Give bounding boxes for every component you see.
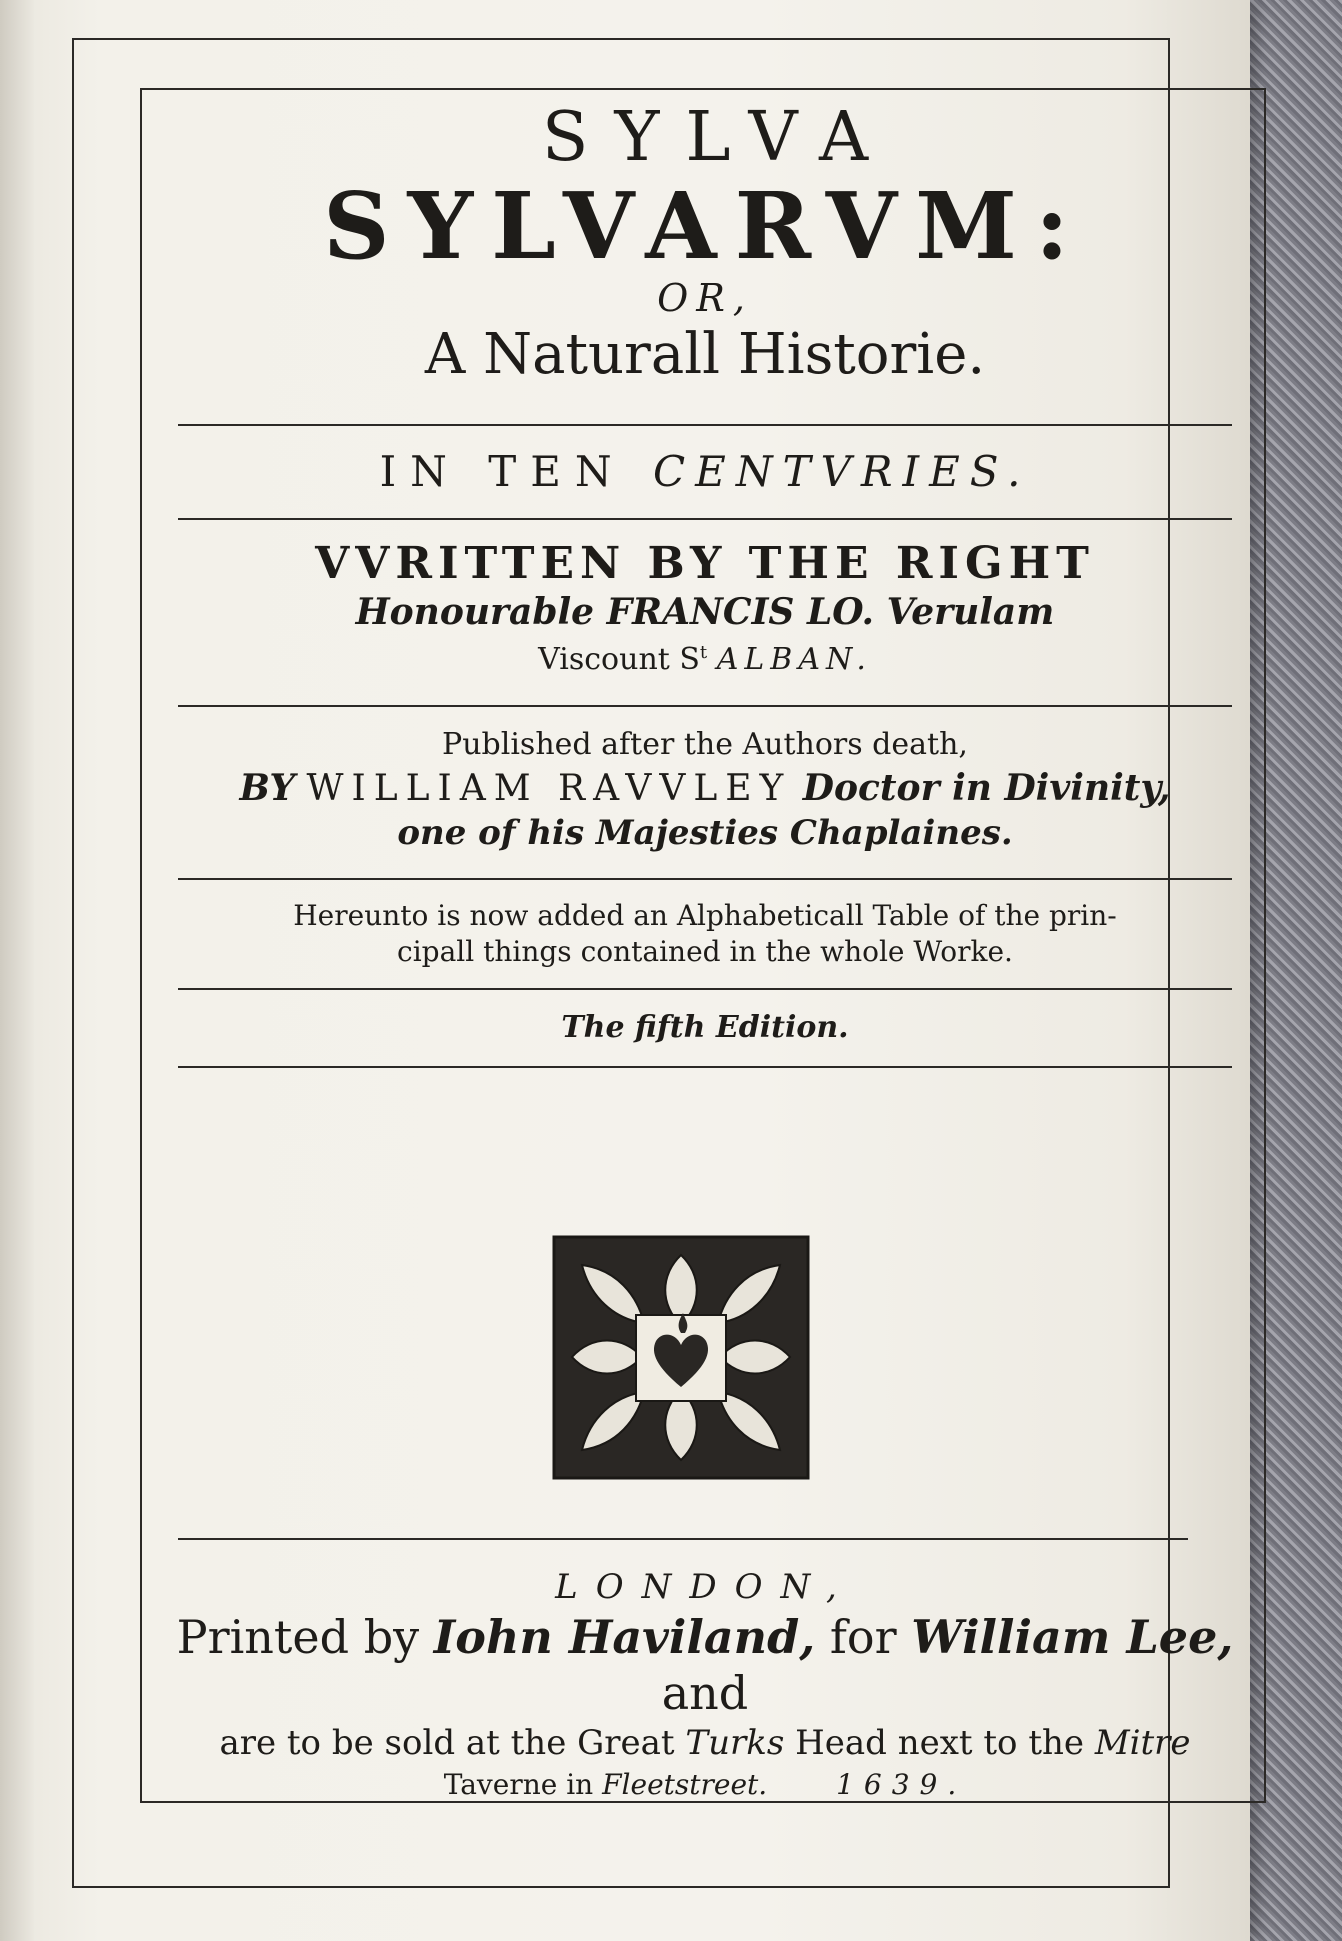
- by-word: BY: [239, 767, 296, 809]
- written-by: VVRITTEN BY THE RIGHT: [315, 538, 1095, 589]
- author-name: Honourable FRANCIS LO. Verulam: [355, 591, 1055, 633]
- imprint-taverne-line: [150, 1765, 1260, 1805]
- imprint-printer-line: [150, 1609, 1260, 1721]
- edition-line: The fifth Edition.: [561, 1010, 849, 1045]
- viscount-superscript: t: [699, 642, 708, 663]
- for-word: for: [829, 1610, 897, 1664]
- centuries-word: CENTVRIES.: [653, 447, 1031, 496]
- taverne-word: Taverne in: [443, 1768, 594, 1801]
- divider-5: [178, 988, 1232, 990]
- published-line: Published after the Authors death,: [442, 727, 968, 762]
- imprint: [150, 1565, 1260, 1805]
- viscount-prefix: Viscount S: [538, 642, 700, 677]
- imprint-year: 1639.: [836, 1768, 967, 1801]
- street-name: Fleetstreet.: [602, 1768, 768, 1801]
- sold-prefix: are to be sold at the Great: [219, 1723, 675, 1763]
- imprint-city: LONDON,: [555, 1567, 855, 1607]
- centuries-prefix: IN TEN: [379, 447, 626, 496]
- added-line-2: cipall things contained in the whole Worke.: [397, 935, 1013, 968]
- editor-title: Doctor in Divinity,: [802, 767, 1171, 809]
- viscount-line: [150, 634, 1260, 679]
- centuries-line: [150, 444, 1260, 500]
- divider-6: [178, 1066, 1232, 1068]
- publisher-name: William Lee,: [911, 1610, 1234, 1664]
- editor-line: [150, 765, 1260, 812]
- printed-prefix: Printed by: [176, 1610, 420, 1664]
- title-page-content: [150, 100, 1260, 1086]
- editor-name: WILLIAM RAVVLEY: [306, 768, 792, 809]
- printer-name: Iohn Haviland,: [433, 1610, 816, 1664]
- mitre-word: Mitre: [1094, 1723, 1191, 1763]
- title-line-1: SYLVA: [541, 98, 895, 177]
- page-gutter-shadow: [0, 0, 34, 1941]
- heart-ornament-icon: [552, 1235, 810, 1480]
- added-line-1: Hereunto is now added an Alphabeticall Table of the prin-: [293, 899, 1117, 932]
- divider-3: [178, 705, 1232, 707]
- viscount-name: ALBAN.: [716, 642, 872, 677]
- divider-4: [178, 878, 1232, 880]
- divider-2: [178, 518, 1232, 520]
- divider-7: [178, 1538, 1188, 1540]
- divider-1: [178, 424, 1232, 426]
- and-word: and: [661, 1666, 749, 1720]
- sold-suffix: Head next to the: [795, 1723, 1085, 1763]
- title-or: OR,: [657, 276, 753, 320]
- subtitle: A Naturall Historie.: [424, 322, 986, 387]
- imprint-sold-line: [150, 1721, 1260, 1765]
- chaplain-line: one of his Majesties Chaplaines.: [397, 813, 1013, 853]
- title-line-2: SYLVARVM:: [323, 172, 1087, 280]
- sign-name: Turks: [685, 1723, 785, 1763]
